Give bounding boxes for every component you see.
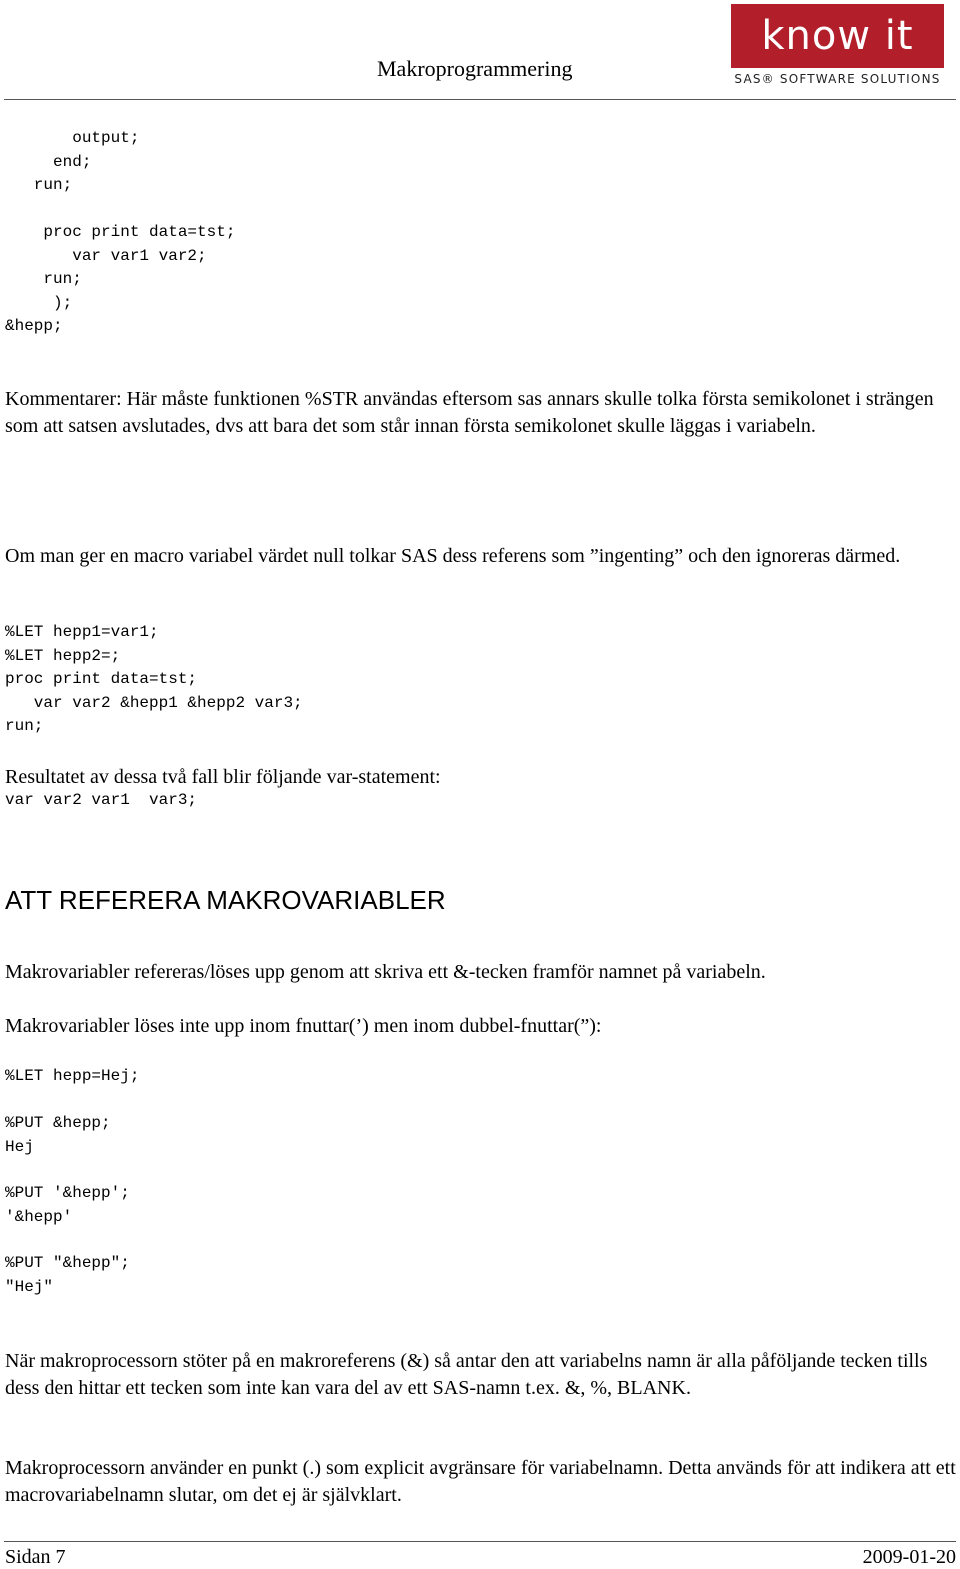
paragraph-fnuttar: Makrovariabler löses inte upp inom fnuttar(’) men inom dubbel-fnuttar(”): [5, 1015, 602, 1037]
code-result-var-statement: var var2 var1 var3; [5, 791, 198, 809]
logo-red-block [731, 4, 944, 68]
company-logo [731, 4, 944, 89]
code-block-macro-end: output; end; run; proc print data=tst; var var1 var2; run; ); &hepp; [5, 129, 236, 335]
code-let-hepp: %LET hepp=Hej; [5, 1067, 140, 1085]
header-rule [4, 99, 956, 100]
paragraph-punkt: Makroprocessorn använder en punkt (.) som explicit avgränsare för variabelnamn. Detta används för att indikera att ett macrovariabelnamn slutar, om det ej är självklart. [5, 1457, 956, 1506]
footer-rule [4, 1541, 956, 1542]
paragraph-processor: När makroprocessorn stöter på en makroreferens (&) så antar den att variabelns namn är alla påföljande tecken tills dess den hittar ett tecken som inte kan vara del av ett SAS-namn t.ex. &, %, BLANK. [5, 1350, 928, 1399]
paragraph-kommentar: Kommentarer: Här måste funktionen %STR användas eftersom sas annars skulle tolka första semikolonet i strängen som att satsen avslutades, dvs att bara det som står innan första semikolonet skulle läggas i variabeln. [5, 388, 934, 437]
code-put-double-quoted: %PUT "&hepp"; "Hej" [5, 1254, 130, 1296]
paragraph-referera: Makrovariabler refereras/löses upp genom att skriva ett &-tecken framför namnet på variabeln. [5, 961, 766, 983]
logo-main-text: know it [761, 13, 914, 59]
section-heading: ATT REFERERA MAKROVARIABLER [5, 885, 446, 915]
code-put-single-quoted: %PUT '&hepp'; '&hepp' [5, 1184, 130, 1226]
logo-sub-text: SAS® SOFTWARE SOLUTIONS [734, 72, 941, 86]
header-title: Makroprogrammering [377, 56, 573, 81]
code-block-let-null: %LET hepp1=var1; %LET hepp2=; proc print data=tst; var var2 &hepp1 &hepp2 var3; run; [5, 623, 303, 735]
footer-date: 2009-01-20 [862, 1546, 956, 1568]
footer-page-number: Sidan 7 [5, 1546, 66, 1568]
paragraph-resultat: Resultatet av dessa två fall blir följande var-statement: [5, 766, 441, 788]
paragraph-null-value: Om man ger en macro variabel värdet null tolkar SAS dess referens som ”ingenting” och den ignoreras därmed. [5, 545, 901, 567]
code-put-unquoted: %PUT &hepp; Hej [5, 1114, 111, 1156]
